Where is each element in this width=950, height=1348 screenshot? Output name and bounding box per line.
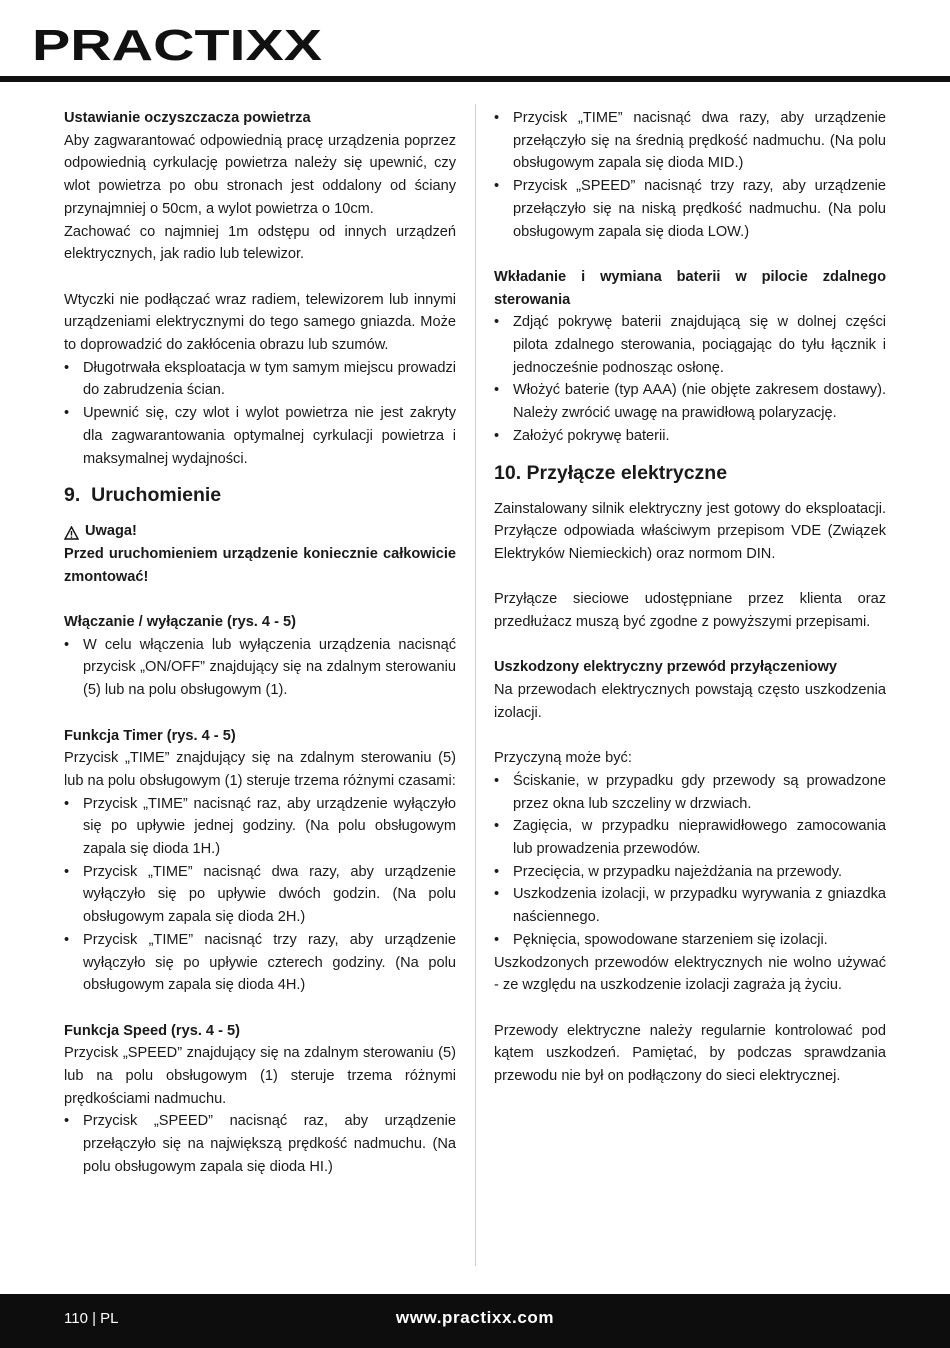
cause-bullet-list bbox=[494, 770, 886, 952]
section-10-heading: 10. Przyłącze elektryczne bbox=[494, 461, 728, 484]
cause-intro: Przyczyną może być: bbox=[494, 750, 632, 767]
speed-bullet-list bbox=[64, 1110, 456, 1178]
list-item: • Zdjąć pokrywę baterii znajdującą się w dolnej części pilota zdalnego sterowania, pociągając do tyłu łącznik i jednocześnie podnosząc osłonę. bbox=[494, 311, 886, 379]
list-item: • Długotrwała eksploatacja w tym samym miejscu prowadzi do zabrudzenia ścian. bbox=[64, 357, 456, 402]
cable-heading: Uszkodzony elektryczny przewód przyłączeniowy bbox=[494, 659, 838, 676]
setup-heading: Ustawianie oczyszczacza powietrza bbox=[64, 110, 311, 126]
page-number: 110 | PL bbox=[64, 1310, 119, 1327]
website-link[interactable]: www.practixx.com bbox=[395, 1308, 555, 1327]
list-item: • Przycisk „TIME” nacisnąć dwa razy, aby urządzenie wyłączyło się po upływie dwóch godzin. (Na polu obsługowym zapala się dioda 2H.) bbox=[64, 861, 456, 929]
list-item: • W celu włączenia lub wyłączenia urządzenia nacisnąć przycisk „ON/OFF” znajdujący się na zdalnym sterowaniu (5) lub na polu obsługowym (1). bbox=[64, 634, 456, 702]
header-rule bbox=[0, 76, 950, 82]
warning-label: Uwaga! bbox=[85, 523, 137, 540]
list-item: • Uszkodzenia izolacji, w przypadku wyrywania z gniazdka naściennego. bbox=[494, 883, 886, 928]
list-item: • Przycisk „TIME” nacisnąć raz, aby urządzenie wyłączyło się po upływie jednej godziny. (Na polu obsługowym zapala się dioda 1H.) bbox=[64, 793, 456, 861]
setup-paragraph: Zachować co najmniej 1m odstępu od innych urządzeń elektrycznych, jak radio lub telewizor. bbox=[64, 223, 456, 263]
right-column bbox=[494, 107, 886, 1088]
list-item: • Przycisk „TIME” nacisnąć dwa razy, aby urządzenie przełączyło się na średnią prędkość nadmuchu. (Na polu obsługowym zapala się dioda MID.) bbox=[494, 107, 886, 175]
speed-bullet-list-cont bbox=[494, 107, 886, 243]
cable-paragraph: Przewody elektryczne należy regularnie kontrolować pod kątem uszkodzeń. Pamiętać, by podczas sprawdzania przewodu nie był on podłączony do sieci elektrycznej. bbox=[494, 1022, 886, 1085]
left-column bbox=[64, 107, 456, 1179]
list-item: • Przycisk „SPEED” nacisnąć raz, aby urządzenie przełączyło się na największą prędkość nadmuchu. (Na polu obsługowym zapala się dioda HI.) bbox=[64, 1110, 456, 1178]
setup-paragraph: Aby zagwarantować odpowiednią pracę urządzenia poprzez odpowiednią cyrkulację powietrza należy się upewnić, czy wlot powietrza po obu stronach jest oddalony od ściany przynajmniej o 50cm, a wylot powietrza o 10cm. bbox=[64, 132, 456, 217]
battery-heading: Wkładanie i wymiana baterii w pilocie zdalnego sterowania bbox=[494, 268, 886, 308]
list-item: • Przycisk „TIME” nacisnąć trzy razy, aby urządzenie wyłączyło się po upływie czterech godziny. (Na polu obsługowym zapala się dioda 4H.) bbox=[64, 929, 456, 997]
section-title: Uruchomienie bbox=[91, 484, 222, 507]
cable-paragraph: Na przewodach elektrycznych powstają często uszkodzenia izolacji. bbox=[494, 682, 886, 721]
warning-text: Przed uruchomieniem urządzenie koniecznie całkowicie zmontować! bbox=[64, 545, 456, 585]
list-item: • Pęknięcia, spowodowane starzeniem się izolacji. bbox=[494, 929, 886, 952]
speed-paragraph: Przycisk „SPEED” znajdujący się na zdalnym sterowaniu (5) lub na polu obsługowym (1) steruje trzema różnymi prędkościami nadmuchu. bbox=[64, 1045, 456, 1107]
list-item: • Przycisk „SPEED” nacisnąć trzy razy, aby urządzenie przełączyło się na niską prędkość nadmuchu. (Na polu obsługowym zapala się dioda LOW.) bbox=[494, 175, 886, 243]
onoff-bullet-list bbox=[64, 634, 456, 702]
practixx-logo bbox=[32, 14, 332, 76]
list-item: • Przecięcia, w przypadku najeżdżania na przewody. bbox=[494, 861, 886, 884]
page-footer bbox=[0, 1294, 950, 1348]
list-item: • Ściskanie, w przypadku gdy przewody są prowadzone przez okna lub szczeliny w drzwiach. bbox=[494, 770, 886, 815]
warning-heading bbox=[64, 520, 456, 543]
list-item: • Założyć pokrywę baterii. bbox=[494, 425, 886, 448]
onoff-heading: Włączanie / wyłączanie (rys. 4 - 5) bbox=[64, 614, 296, 631]
timer-bullet-list bbox=[64, 793, 456, 997]
section-9-heading bbox=[64, 482, 456, 508]
warning-icon bbox=[64, 525, 79, 539]
speed-heading: Funkcja Speed (rys. 4 - 5) bbox=[64, 1022, 240, 1039]
column-divider bbox=[475, 104, 476, 1266]
svg-text:PRACTIXX: PRACTIXX bbox=[32, 21, 322, 70]
page-header bbox=[0, 0, 950, 84]
list-item: • Zagięcia, w przypadku nieprawidłowego zamocowania lub prowadzenia przewodów. bbox=[494, 815, 886, 860]
setup-paragraph: Wtyczki nie podłączać wraz radiem, telewizorem lub innymi urządzeniami elektrycznymi do tego samego gniazda. Może to doprowadzić do zakłócenia obrazu lub szumów. bbox=[64, 291, 456, 354]
setup-bullet-list bbox=[64, 357, 456, 471]
electrical-paragraph: Przyłącze sieciowe udostępniane przez klienta oraz przedłużacz muszą być zgodne z powyższymi przepisami. bbox=[494, 591, 886, 631]
section-number: 9. bbox=[64, 484, 81, 507]
battery-bullet-list bbox=[494, 311, 886, 447]
timer-paragraph: Przycisk „TIME” znajdujący się na zdalnym sterowaniu (5) lub na polu obsługowym (1) steruje trzema różnymi czasami: bbox=[64, 750, 456, 789]
list-item: • Upewnić się, czy wlot i wylot powietrza nie jest zakryty dla zagwarantowania optymalnej cyrkulacji powietrza i maksymalnej wydajności. bbox=[64, 402, 456, 470]
cable-paragraph: Uszkodzonych przewodów elektrycznych nie wolno używać - ze względu na uszkodzenie izolacji zagraża ją życiu. bbox=[494, 954, 886, 994]
timer-heading: Funkcja Timer (rys. 4 - 5) bbox=[64, 727, 236, 744]
list-item: • Włożyć baterie (typ AAA) (nie objęte zakresem dostawy). Należy zwrócić uwagę na prawidłową polaryzację. bbox=[494, 379, 886, 424]
electrical-paragraph: Zainstalowany silnik elektryczny jest gotowy do eksploatacji. Przyłącze odpowiada właściwym przepisom VDE (Związek Elektryków Niemieckich) oraz normom DIN. bbox=[494, 500, 886, 562]
